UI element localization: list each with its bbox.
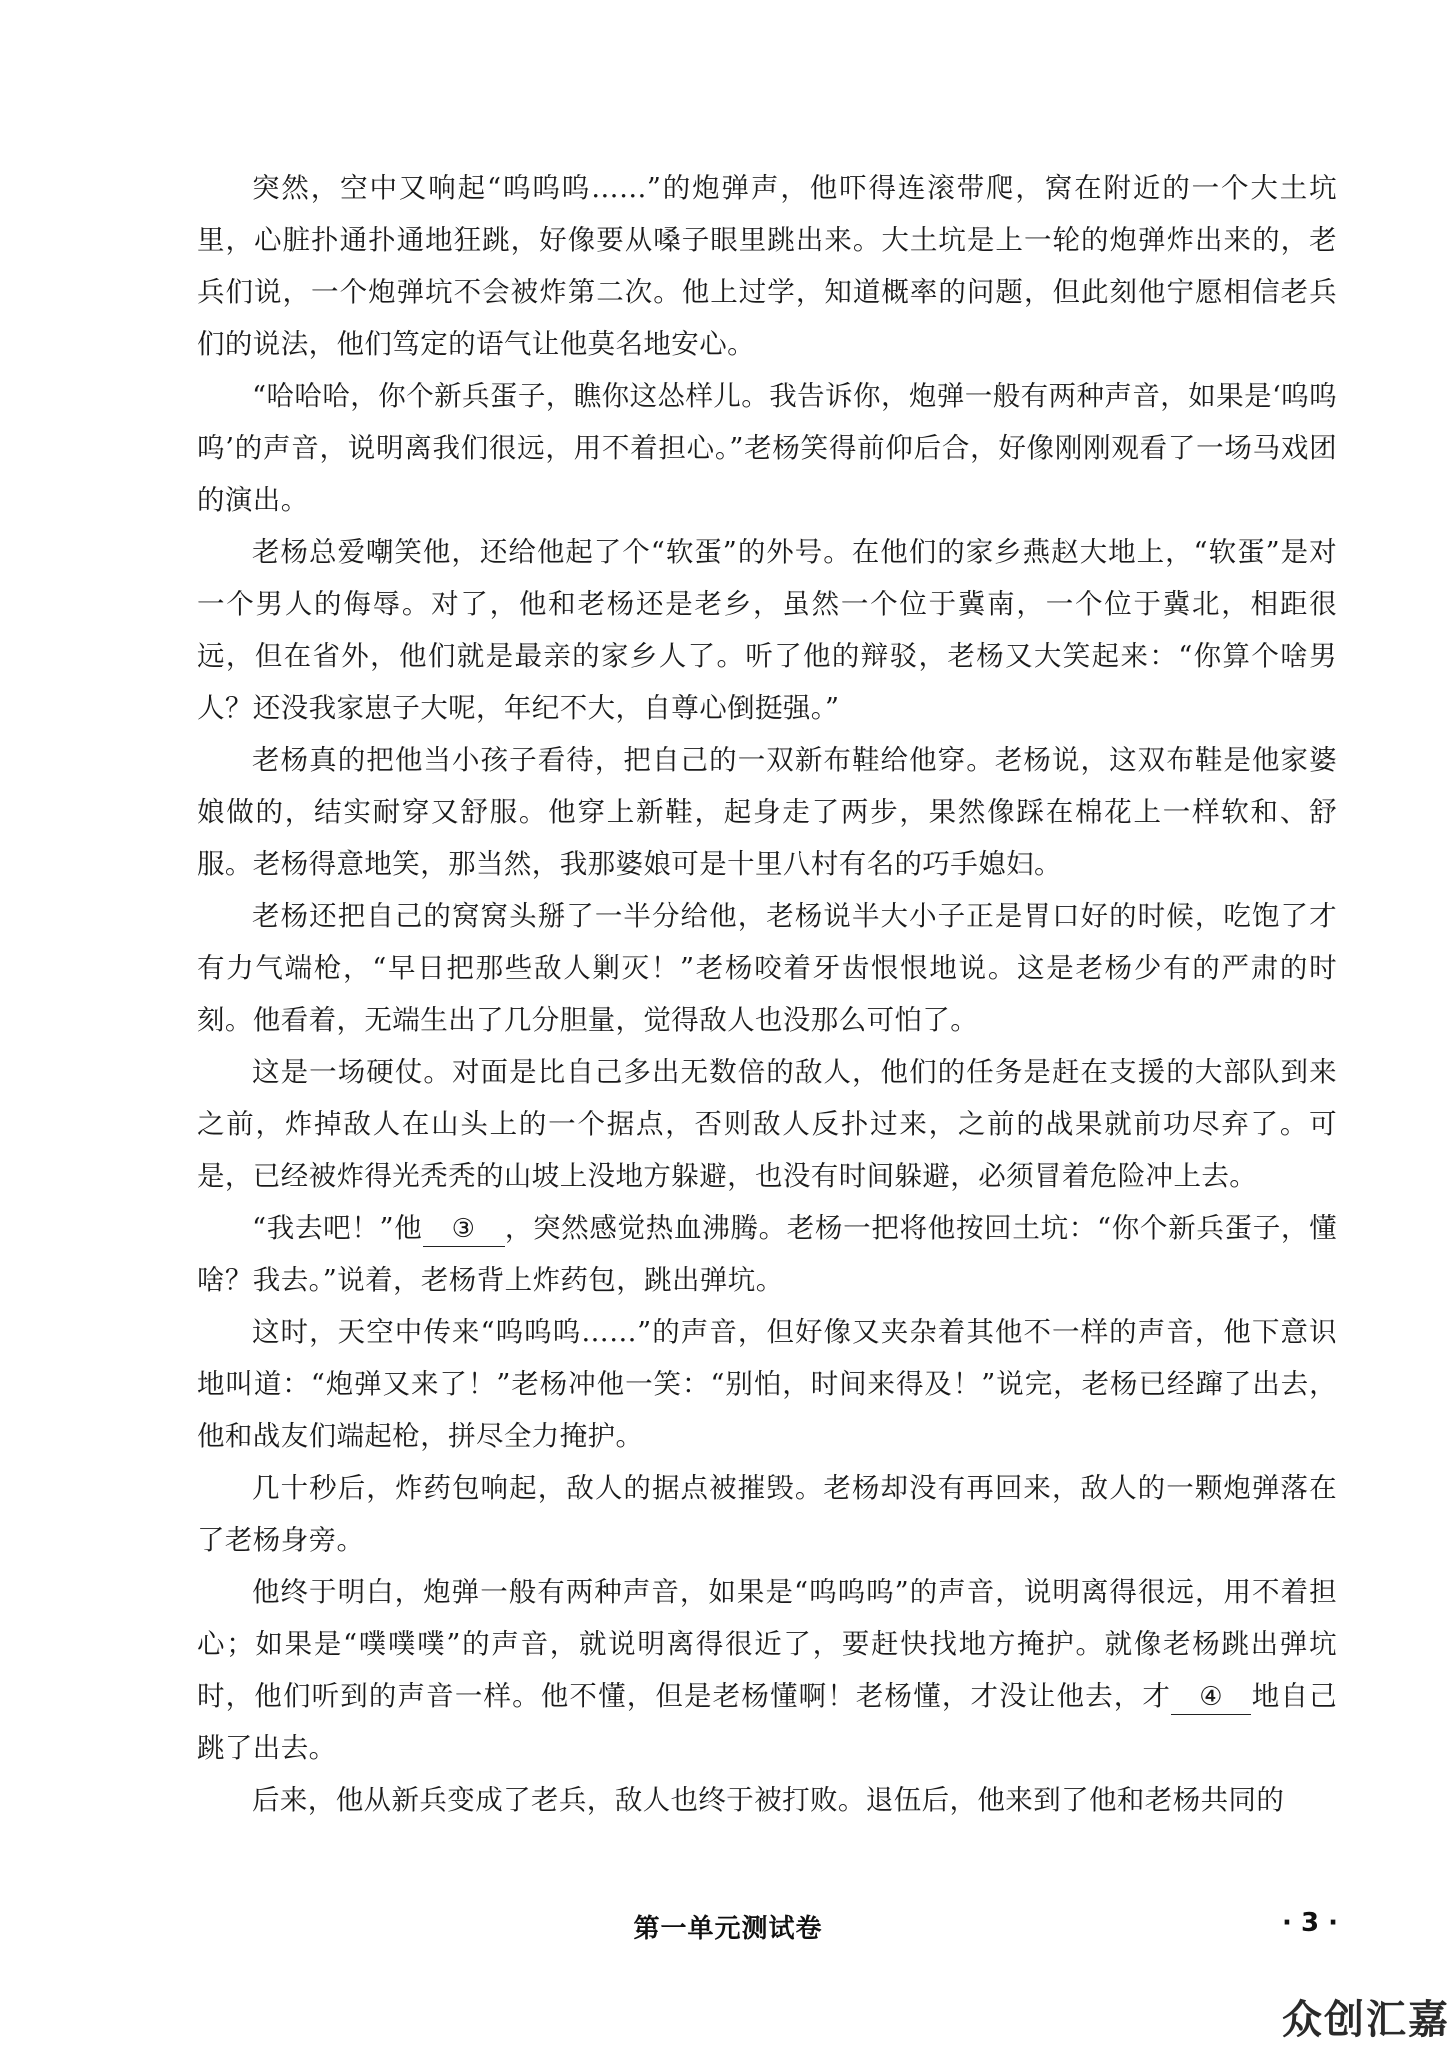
paragraph-2: “哈哈哈，你个新兵蛋子，瞧你这怂样儿。我告诉你，炮弹一般有两种声音，如果是‘呜呜呜’的声音，说明离我们很远，用不着担心。”老杨笑得前仰后合，好像刚刚观看了一场马戏团的演出。 [197,380,1337,516]
page-number: · 3 · [1282,1908,1338,1938]
paragraph-7 [197,1202,1337,1306]
paragraph-3: 老杨总爱嘲笑他，还给他起了个“软蛋”的外号。在他们的家乡燕赵大地上，“软蛋”是对一个男人的侮辱。对了，他和老杨还是老乡，虽然一个位于冀南，一个位于冀北，相距很远，但在省外，他们就是最亲的家乡人了。听了他的辩驳，老杨又大笑起来：“你算个啥男人？还没我家崽子大呢，年纪不大，自尊心倒挺强。” [197,536,1337,724]
fill-blank-3[interactable]: ③ [423,1212,505,1247]
paragraph-6: 这是一场硬仗。对面是比自己多出无数倍的敌人，他们的任务是赶在支援的大部队到来之前，炸掉敌人在山头上的一个据点，否则敌人反扑过来，之前的战果就前功尽弃了。可是，已经被炸得光秃秃的山坡上没地方躲避，也没有时间躲避，必须冒着危险冲上去。 [197,1056,1337,1192]
fill-blank-4[interactable]: ④ [1171,1680,1251,1715]
paragraph-10 [197,1566,1337,1774]
paragraph-10-after: 地自己跳了出去。 [197,1680,1337,1764]
paragraph-4: 老杨真的把他当小孩子看待，把自己的一双新布鞋给他穿。老杨说，这双布鞋是他家婆娘做的，结实耐穿又舒服。他穿上新鞋，起身走了两步，果然像踩在棉花上一样软和、舒服。老杨得意地笑，那当然，我那婆娘可是十里八村有名的巧手媳妇。 [197,744,1337,880]
paragraph-9: 几十秒后，炸药包响起，敌人的据点被摧毁。老杨却没有再回来，敌人的一颗炮弹落在了老杨身旁。 [197,1472,1337,1556]
watermark-logo: 众创汇嘉 [1282,1997,1450,2043]
article-body [197,162,1337,1826]
paragraph-7-after: ，突然感觉热血沸腾。老杨一把将他按回土坑：“你个新兵蛋子，懂啥？我去。”说着，老杨背上炸药包，跳出弹坑。 [197,1212,1338,1296]
paragraph-10-before: 他终于明白，炮弹一般有两种声音，如果是“呜呜呜”的声音，说明离得很远，用不着担心；如果是“噗噗噗”的声音，就说明离得很近了，要赶快找地方掩护。就像老杨跳出弹坑时，他们听到的声音一样。他不懂，但是老杨懂啊！老杨懂，才没让他去，才 [197,1576,1337,1712]
paragraph-1: 突然，空中又响起“呜呜呜……”的炮弹声，他吓得连滚带爬，窝在附近的一个大土坑里，心脏扑通扑通地狂跳，好像要从嗓子眼里跳出来。大土坑是上一轮的炮弹炸出来的，老兵们说，一个炮弹坑不会被炸第二次。他上过学，知道概率的问题，但此刻他宁愿相信老兵们的说法，他们笃定的语气让他莫名地安心。 [197,172,1337,360]
paragraph-7-before: “我去吧！”他 [252,1212,423,1244]
paragraph-5: 老杨还把自己的窝窝头掰了一半分给他，老杨说半大小子正是胃口好的时候，吃饱了才有力气端枪，“早日把那些敌人剿灭！”老杨咬着牙齿恨恨地说。这是老杨少有的严肃的时刻。他看着，无端生出了几分胆量，觉得敌人也没那么可怕了。 [197,900,1337,1036]
footer-title: 第一单元测试卷 [633,1914,823,1944]
paragraph-11: 后来，他从新兵变成了老兵，敌人也终于被打败。退伍后，他来到了他和老杨共同的 [252,1784,1285,1816]
paragraph-8: 这时，天空中传来“呜呜呜……”的声音，但好像又夹杂着其他不一样的声音，他下意识地叫道：“炮弹又来了！”老杨冲他一笑：“别怕，时间来得及！”说完，老杨已经蹿了出去，他和战友们端起枪，拼尽全力掩护。 [197,1316,1337,1452]
